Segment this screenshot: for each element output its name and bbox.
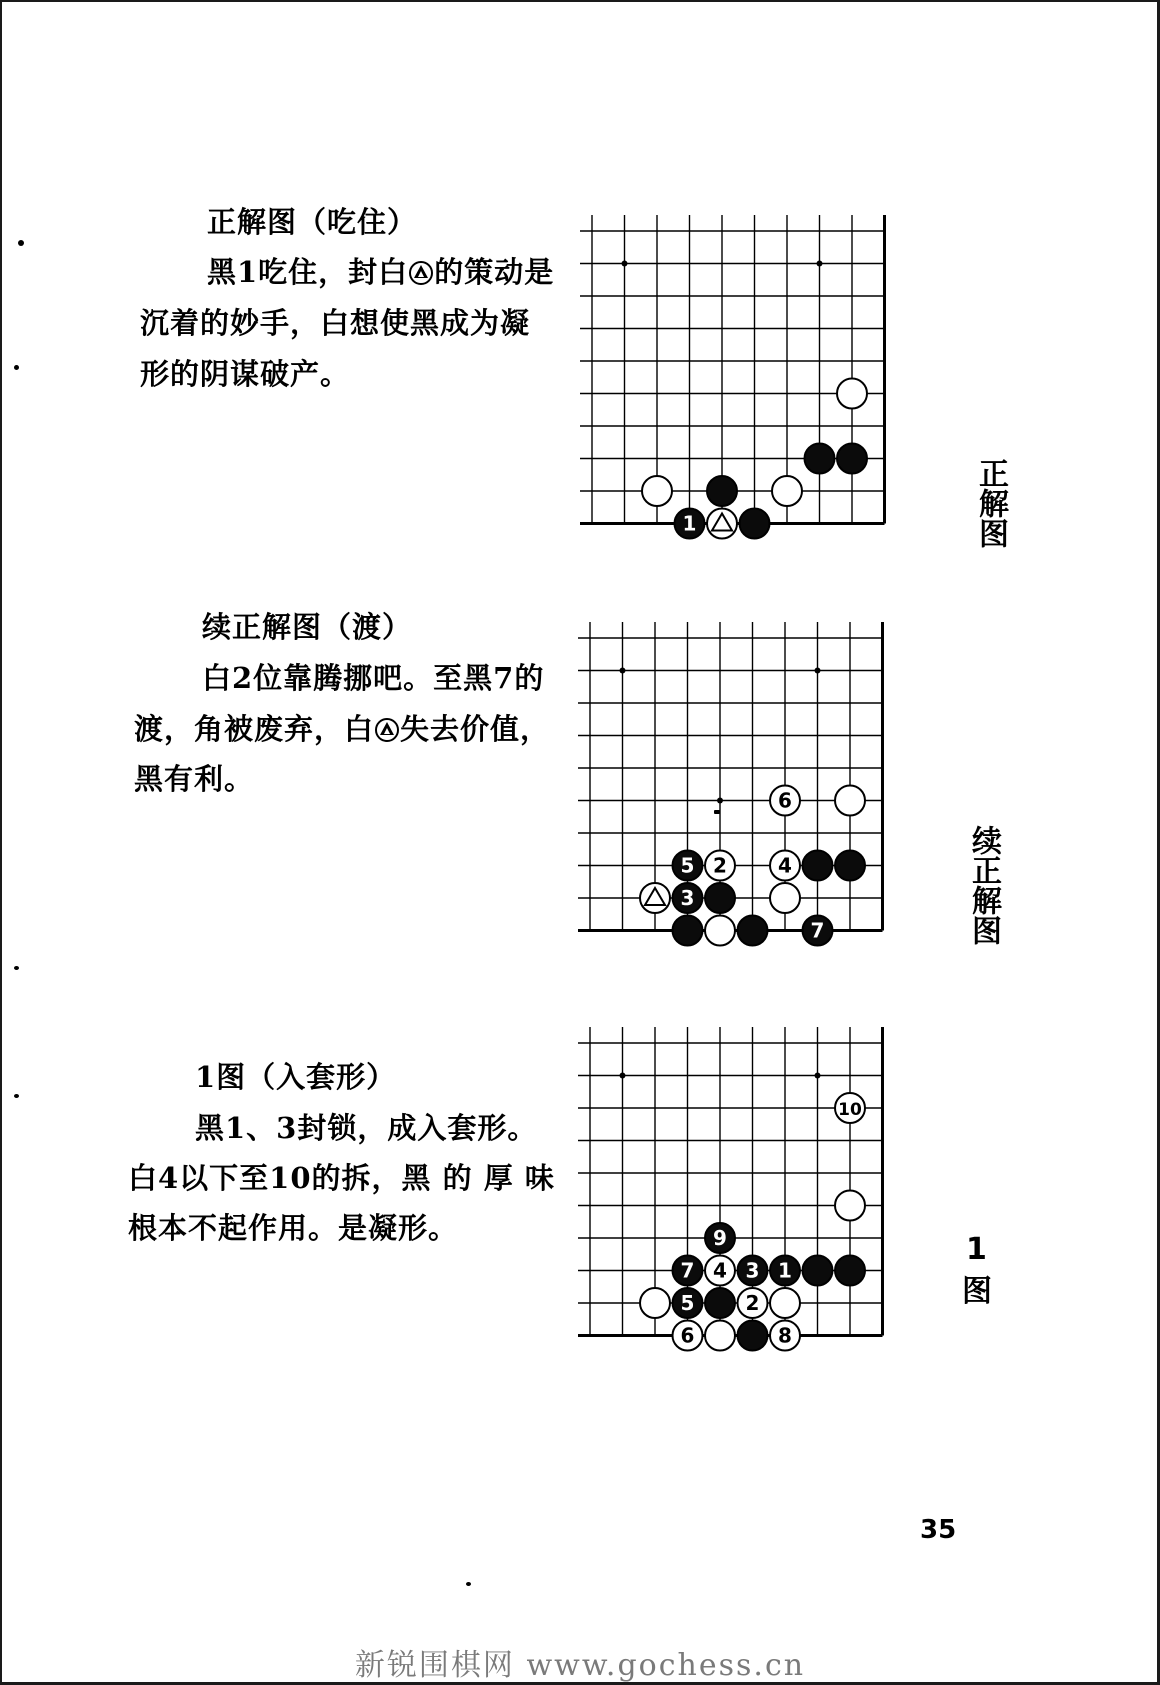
white-stone — [707, 509, 737, 539]
black-stone — [738, 1256, 768, 1286]
page-border-left — [0, 0, 2, 1685]
black-stone — [673, 851, 703, 881]
section-2-body-line: 白2位靠腾挪吧。至黑7的 — [202, 661, 545, 695]
white-stone — [772, 476, 802, 506]
star-point — [815, 1073, 821, 1079]
white-stone — [770, 1321, 800, 1351]
move-number: 1 — [778, 1258, 792, 1283]
triangle-stone-icon — [375, 718, 399, 742]
white-stone — [642, 476, 672, 506]
triangle-stone-icon — [409, 261, 433, 285]
black-stone — [738, 916, 768, 946]
black-stone — [837, 444, 867, 474]
white-stone — [705, 851, 735, 881]
board-caption: 正解图 — [973, 458, 1008, 548]
section-1-heading: 正解图（吃住） — [207, 205, 418, 239]
move-number: 10 — [838, 1100, 862, 1120]
move-number: 5 — [680, 1291, 695, 1315]
white-stone — [770, 851, 800, 881]
white-stone — [640, 1288, 670, 1318]
white-stone — [837, 379, 867, 409]
scan-speck — [14, 966, 19, 970]
move-number: 4 — [713, 1258, 727, 1283]
site-watermark: 新锐围棋网 www.gochess.cn — [354, 1648, 806, 1683]
white-stone — [738, 1288, 768, 1318]
section-1-text: 的策动是 — [434, 255, 555, 289]
black-stone — [673, 916, 703, 946]
black-stone — [673, 1288, 703, 1318]
go-board-diagram — [580, 213, 940, 566]
black-stone — [673, 1256, 703, 1286]
section-3-body-line: 黑1、3封锁，成入套形。 — [195, 1111, 538, 1145]
go-board-diagram — [578, 620, 938, 973]
move-number: 9 — [713, 1226, 727, 1250]
scan-speck — [14, 365, 19, 370]
white-stone — [705, 1256, 735, 1286]
section-1-body-line: 形的阴谋破产。 — [140, 357, 351, 391]
white-stone — [770, 883, 800, 913]
white-stone — [770, 786, 800, 816]
white-stone — [705, 1321, 735, 1351]
section-3-body-line: 白4以下至10的拆，黑 的 厚 味 — [128, 1161, 555, 1195]
white-stone — [770, 1288, 800, 1318]
move-number: 3 — [745, 1258, 760, 1283]
section-2-body-line: 黑有利。 — [134, 762, 255, 796]
star-point — [622, 261, 628, 267]
move-number: 1 — [682, 511, 697, 536]
black-stone — [738, 1321, 768, 1351]
section-2-heading: 续正解图（渡） — [202, 610, 413, 644]
page-border-top — [0, 0, 1160, 2]
scan-speck — [14, 1094, 19, 1098]
scan-speck — [18, 240, 24, 246]
board-caption: 续正解图 — [966, 825, 1001, 945]
move-number: 5 — [680, 853, 695, 878]
white-stone — [835, 1191, 865, 1221]
board-caption-number: 1 — [966, 1232, 987, 1267]
star-point — [620, 668, 626, 674]
black-stone — [705, 1223, 735, 1253]
black-stone — [803, 1256, 833, 1286]
black-stone — [805, 444, 835, 474]
go-board-diagram — [578, 1025, 938, 1378]
move-number: 7 — [810, 918, 825, 943]
star-point — [620, 1073, 626, 1079]
white-stone — [835, 786, 865, 816]
move-number: 3 — [680, 886, 695, 910]
black-stone — [705, 1288, 735, 1318]
scan-speck — [466, 1582, 471, 1586]
star-point — [817, 261, 823, 267]
section-2-body-line — [134, 707, 550, 748]
move-number: 7 — [680, 1258, 695, 1283]
black-stone — [803, 851, 833, 881]
star-point — [717, 798, 723, 804]
star-point — [815, 668, 821, 674]
section-1-body-line — [207, 250, 554, 291]
section-1-text: 黑1吃住，封白 — [207, 255, 409, 289]
black-stone — [740, 509, 770, 539]
white-stone — [640, 883, 670, 913]
black-stone — [803, 916, 833, 946]
move-number: 8 — [778, 1323, 792, 1348]
white-stone — [673, 1321, 703, 1351]
black-stone — [705, 883, 735, 913]
white-stone — [705, 916, 735, 946]
move-number: 6 — [680, 1323, 695, 1348]
section-1-body-line: 沉着的妙手，白想使黑成为凝 — [140, 306, 531, 340]
section-2-text: 渡，角被废弃，白 — [134, 712, 375, 746]
black-stone — [835, 851, 865, 881]
move-number: 2 — [745, 1291, 760, 1315]
section-3-heading: 1图（入套形） — [195, 1060, 397, 1094]
board-caption-char: 图 — [962, 1274, 992, 1309]
black-stone — [707, 476, 737, 506]
move-number: 2 — [713, 853, 727, 878]
section-3-body-line: 根本不起作用。是凝形。 — [128, 1211, 459, 1245]
black-stone — [835, 1256, 865, 1286]
move-number: 6 — [778, 788, 792, 813]
move-number: 4 — [778, 853, 792, 878]
black-stone — [770, 1256, 800, 1286]
page-number: 35 — [920, 1515, 957, 1545]
white-stone — [835, 1093, 865, 1123]
section-2-text: 失去价值， — [400, 712, 551, 746]
black-stone — [673, 883, 703, 913]
black-stone — [675, 509, 705, 539]
